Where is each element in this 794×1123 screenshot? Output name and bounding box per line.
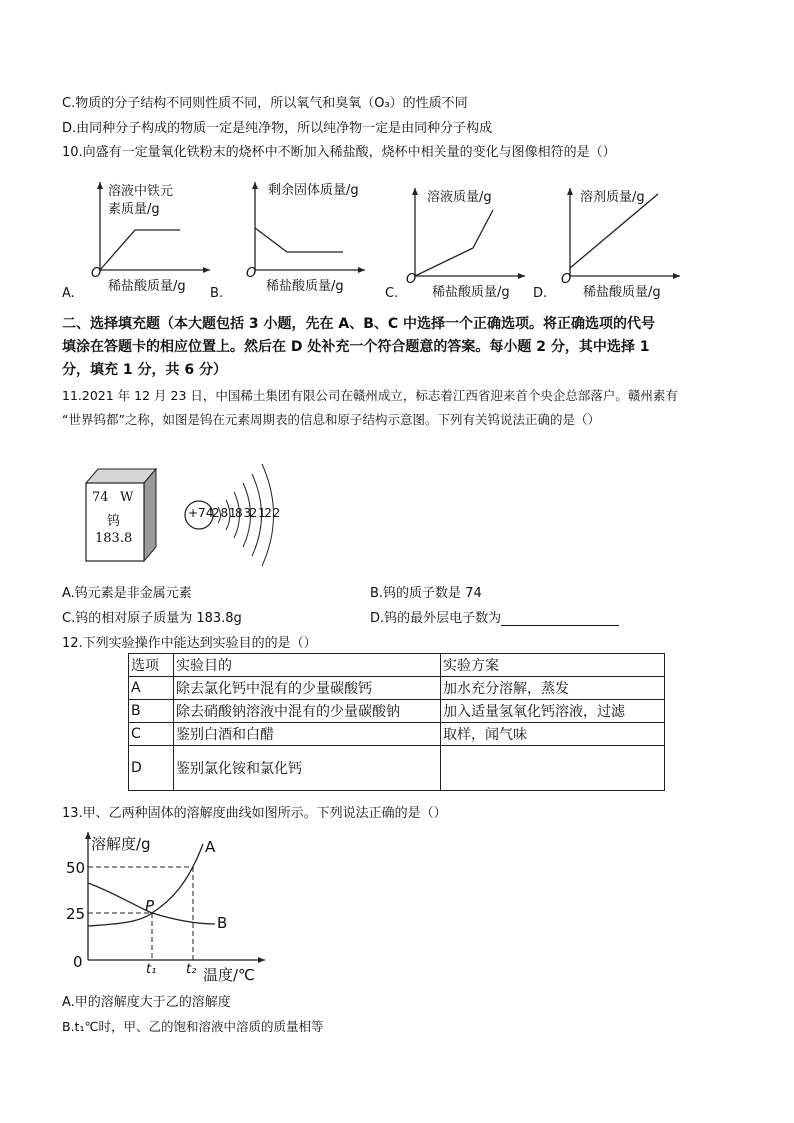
graph-b-origin: O bbox=[246, 266, 257, 281]
q11-option-d-text: D.钨的最外层电子数为 bbox=[370, 611, 502, 626]
chart-ylabel: 溶解度/g bbox=[91, 835, 151, 853]
graph-b-xlabel: 稀盐酸质量/g bbox=[266, 279, 344, 294]
y-tick-label: 25 bbox=[66, 905, 86, 923]
question-11-line-1: 11.2021 年 12 月 23 日，中国稀土集团有限公司在赣州成立，标志着江西省迎来首个央企总部落户。赣州素有 bbox=[62, 388, 678, 403]
graph-a-ylabel-1: 溶液中铁元 bbox=[108, 184, 174, 199]
table-cell: 加水充分溶解，蒸发 bbox=[441, 677, 665, 700]
graph-b-option: B. bbox=[210, 286, 224, 301]
element-symbol: W bbox=[120, 490, 134, 505]
table-row bbox=[129, 746, 665, 791]
table-cell bbox=[441, 746, 665, 791]
answer-blank[interactable] bbox=[501, 613, 619, 626]
x-tick-label: t₁ bbox=[146, 962, 157, 977]
q13-option-a: A.甲的溶解度大于乙的溶解度 bbox=[62, 995, 231, 1010]
chart-xlabel: 温度/℃ bbox=[203, 966, 255, 984]
graph-b-ylabel: 剩余固体质量/g bbox=[268, 183, 359, 198]
q11-option-d bbox=[370, 607, 619, 626]
table-row bbox=[129, 723, 665, 746]
graph-d-option: D. bbox=[533, 286, 548, 301]
y-tick-label: 50 bbox=[66, 859, 86, 877]
graph-a-xlabel: 稀盐酸质量/g bbox=[108, 279, 186, 294]
table-header-row bbox=[129, 654, 665, 677]
section-2-heading-line-2: 填涂在答题卡的相应位置上。然后在 D 处补充一个符合题意的答案。每小题 2 分，其中选择 1 bbox=[62, 339, 650, 355]
graph-d-ylabel: 溶剂质量/g bbox=[580, 190, 645, 205]
nucleus-charge: +74 bbox=[188, 506, 214, 520]
table-header: 实验方案 bbox=[441, 654, 665, 677]
graph-a-ylabel-2: 素质量/g bbox=[108, 202, 160, 217]
table-cell: C bbox=[129, 723, 174, 746]
option-c-text: C.物质的分子结构不同则性质不同，所以氧气和臭氧（O₃）的性质不同 bbox=[62, 96, 468, 111]
q11-option-b: B.钨的质子数是 74 bbox=[370, 586, 482, 601]
question-10: 10.向盛有一定量氧化铁粉末的烧杯中不断加入稀盐酸，烧杯中相关量的变化与图像相符的是（） bbox=[62, 145, 616, 160]
experiment-table bbox=[128, 653, 665, 791]
table-cell: 取样，闻气味 bbox=[441, 723, 665, 746]
question-12: 12.下列实验操作中能达到实验目的的是（） bbox=[62, 636, 317, 651]
table-header: 实验目的 bbox=[174, 654, 441, 677]
section-2-heading-line-1: 二、选择填充题（本大题包括 3 小题，先在 A、B、C 中选择一个正确选项。将正确选项的代号 bbox=[62, 316, 656, 332]
element-number: 74 bbox=[92, 490, 109, 505]
option-d-text: D.由同种分子构成的物质一定是纯净物，所以纯净物一定是由同种分子构成 bbox=[62, 121, 493, 136]
section-2-heading-line-3: 分，填充 1 分，共 6 分） bbox=[62, 362, 227, 378]
graph-a-option: A. bbox=[62, 286, 75, 301]
curve-a-label: A bbox=[205, 838, 216, 856]
q13-option-b: B.t₁℃时，甲、乙的饱和溶液中溶质的质量相等 bbox=[62, 1019, 324, 1034]
element-cube bbox=[84, 455, 164, 565]
table-cell: 鉴别白酒和白醋 bbox=[174, 723, 441, 746]
graph-c-origin: O bbox=[406, 272, 417, 287]
curve-b-label: B bbox=[217, 914, 228, 932]
table-header: 选项 bbox=[129, 654, 174, 677]
element-mass: 183.8 bbox=[95, 531, 133, 546]
intersection-point-label: P bbox=[145, 897, 155, 915]
graph-c-option: C. bbox=[385, 286, 399, 301]
table-cell: A bbox=[129, 677, 174, 700]
question-11-line-2: “世界钨都”之称，如图是钨在元素周期表的信息和原子结构示意图。下列有关钨说法正确的是（） bbox=[62, 412, 600, 427]
table-row bbox=[129, 700, 665, 723]
q11-option-a: A.钨元素是非金属元素 bbox=[62, 586, 192, 601]
table-row bbox=[129, 677, 665, 700]
electron-shells: 2 8 18 32 12 2 bbox=[212, 506, 279, 520]
table-cell: D bbox=[129, 746, 174, 791]
table-cell: 鉴别氯化铵和氯化钙 bbox=[174, 746, 441, 791]
graph-a-origin: O bbox=[91, 266, 102, 281]
table-cell: B bbox=[129, 700, 174, 723]
graph-d-xlabel: 稀盐酸质量/g bbox=[583, 285, 661, 300]
table-cell: 加入适量氢氧化钙溶液，过滤 bbox=[441, 700, 665, 723]
table-cell: 除去硝酸钠溶液中混有的少量碳酸钠 bbox=[174, 700, 441, 723]
x-tick-label: t₂ bbox=[186, 962, 197, 977]
element-name: 钨 bbox=[107, 514, 121, 529]
question-13: 13.甲、乙两种固体的溶解度曲线如图所示。下列说法正确的是（） bbox=[62, 806, 447, 821]
table-cell: 除去氯化钙中混有的少量碳酸钙 bbox=[174, 677, 441, 700]
graph-d-origin: O bbox=[561, 272, 572, 287]
graph-c-xlabel: 稀盐酸质量/g bbox=[432, 285, 510, 300]
q11-option-c: C.钨的相对原子质量为 183.8g bbox=[62, 611, 242, 626]
y-tick-label: 0 bbox=[73, 953, 83, 971]
graph-c-ylabel: 溶液质量/g bbox=[427, 190, 492, 205]
